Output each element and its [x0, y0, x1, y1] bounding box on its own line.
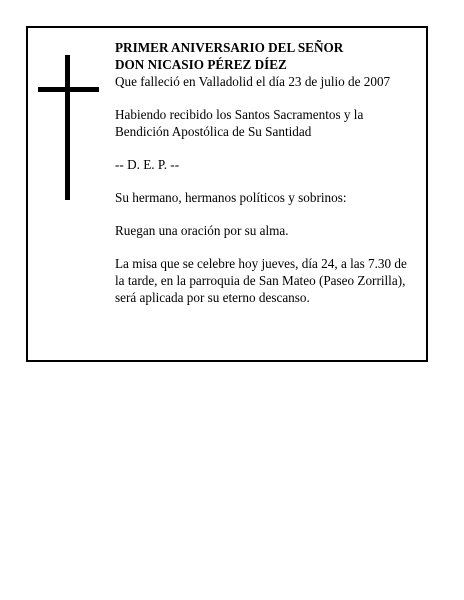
prayer-line: Ruegan una oración por su alma. [115, 223, 289, 238]
sacraments-line-1: Habiendo recibido los Santos Sacramentos y la [115, 107, 364, 122]
sacraments-line-2: Bendición Apostólica de Su Santidad [115, 124, 312, 139]
notice-title-line-2: DON NICASIO PÉREZ DÍEZ [115, 57, 287, 72]
mass-line-2: la tarde, en la parroquia de San Mateo (Paseo Zorrilla), [115, 273, 406, 288]
rip-line: -- D. E. P. -- [115, 157, 180, 172]
cross-icon [38, 55, 100, 200]
notice-text [115, 39, 420, 306]
obituary-notice [26, 26, 428, 362]
notice-title-line-1: PRIMER ANIVERSARIO DEL SEÑOR [115, 40, 344, 55]
mass-line-1: La misa que se celebre hoy jueves, día 24, a las 7.30 de [115, 256, 407, 271]
family-line: Su hermano, hermanos políticos y sobrinos: [115, 190, 347, 205]
death-date-line: Que falleció en Valladolid el día 23 de julio de 2007 [115, 74, 391, 89]
cross-horizontal-bar [38, 87, 99, 92]
mass-line-3: será aplicada por su eterno descanso. [115, 290, 310, 305]
cross-vertical-bar [65, 55, 70, 200]
